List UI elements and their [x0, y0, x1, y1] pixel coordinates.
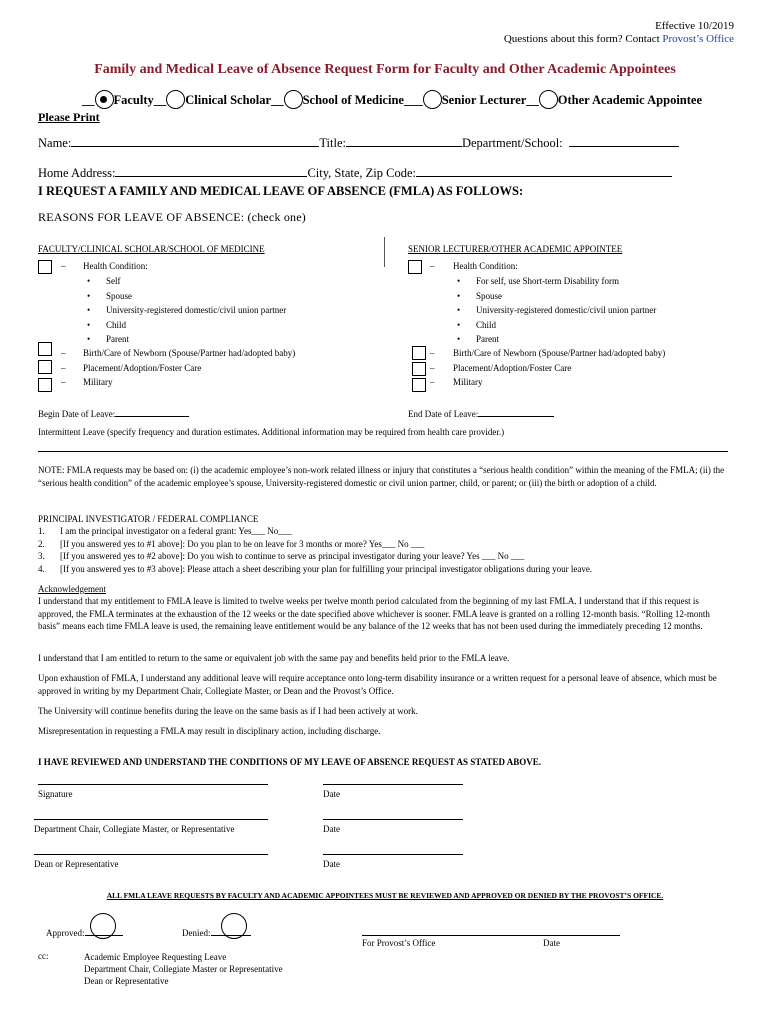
provost-date-label: Date [543, 938, 560, 948]
begin-date-label: Begin Date of Leave: [38, 409, 116, 419]
right-health-item: • Spouse [476, 289, 656, 304]
end-date-row [408, 406, 554, 422]
pi-list [38, 525, 730, 575]
right-health-item: • Child [476, 318, 656, 333]
right-birth-label: Birth/Care of Newborn (Spouse/Partner had/adopted baby) [453, 348, 666, 358]
end-date-label: End Date of Leave: [408, 409, 479, 419]
provost-signature-field[interactable] [362, 935, 620, 936]
faculty-label: Faculty [113, 93, 154, 107]
acknowledgement-p4: The University will continue benefits during the leave on the same basis as if I had been actively at work. [38, 706, 418, 716]
begin-date-row [38, 406, 189, 422]
school-of-medicine-label: School of Medicine [302, 93, 404, 107]
department-field[interactable] [569, 134, 679, 147]
approved-radio[interactable] [90, 913, 116, 939]
cc-list [84, 951, 283, 987]
right-health-list [476, 274, 656, 347]
left-military-checkbox[interactable] [38, 378, 52, 392]
please-print-label: Please Print [38, 110, 100, 124]
signature-date-label: Date [323, 789, 340, 799]
city-state-zip-label: City, State, Zip Code: [307, 166, 416, 180]
option-school-of-medicine: __ School of Medicine [271, 90, 404, 109]
right-placement-label: Placement/Adoption/Foster Care [453, 363, 572, 373]
chair-signature-label: Department Chair, Collegiate Master, or Representative [34, 824, 235, 834]
left-health-condition-label: Health Condition: [83, 261, 148, 271]
right-column-heading: SENIOR LECTURER/OTHER ACADEMIC APPOINTEE [408, 244, 623, 254]
department-label: Department/School: [461, 136, 563, 150]
left-health-list [106, 274, 286, 347]
home-address-field[interactable] [115, 164, 307, 177]
left-placement-label: Placement/Adoption/Foster Care [83, 363, 202, 373]
clinical-scholar-radio[interactable] [166, 90, 185, 109]
left-column-heading: FACULTY/CLINICAL SCHOLAR/SCHOOL OF MEDICINE [38, 244, 265, 254]
left-health-item: • Spouse [106, 289, 286, 304]
acknowledgement-p2: I understand that I am entitled to return to the same or equivalent job with the same pay and benefits held prior to the FMLA leave. [38, 653, 510, 663]
left-dash: – [61, 363, 66, 373]
pi-heading: PRINCIPAL INVESTIGATOR / FEDERAL COMPLIANCE [38, 514, 259, 524]
right-health-item: • For self, use Short-term Disability form [476, 274, 656, 289]
acknowledgement-heading: Acknowledgement [38, 584, 106, 594]
acknowledgement-p1: I understand that my entitlement to FMLA leave is limited to twelve weeks per twelve month period calculated from the beginning of my last FMLA. I understand that if this request is approved, the FMLA terminates at the exhaustion of the 12 weeks or the date specified above whichever is sooner. FMLA leave is granted on a rolling 12-month basis. “Rolling 12-month basis” means each time FMLA leave is used, the remaining leave entitlement would be any balance of the 12 weeks that has not been used during the immediately preceding 12 months. [38, 596, 710, 631]
right-health-condition-checkbox[interactable] [408, 260, 422, 274]
provost-office-link[interactable]: Provost’s Office [662, 33, 734, 45]
right-dash: – [430, 348, 435, 358]
title-label: Title: [319, 136, 346, 150]
right-birth-checkbox[interactable] [412, 346, 426, 360]
dean-date-field[interactable] [323, 854, 463, 855]
clinical-scholar-label: Clinical Scholar [185, 93, 272, 107]
request-heading: I REQUEST A FAMILY AND MEDICAL LEAVE OF ABSENCE (FMLA) AS FOLLOWS: [38, 184, 524, 198]
begin-date-field[interactable] [115, 406, 189, 417]
left-health-item: • Self [106, 274, 286, 289]
contact-text: Questions about this form? Contact [503, 33, 663, 45]
title-field[interactable] [346, 134, 462, 147]
chair-date-label: Date [323, 824, 340, 834]
right-health-condition-label: Health Condition: [453, 261, 518, 271]
left-dash: – [61, 261, 66, 271]
pi-item-text: [If you answered yes to #2 above]: Do you wish to continue to serve as principal investigator during your leave? Yes ___ No ___ [60, 551, 525, 561]
acknowledgement-p5: Misrepresentation in requesting a FMLA may result in disciplinary action, including discharge. [38, 726, 381, 736]
cc-item: Dean or Representative [84, 976, 169, 986]
pi-item-num: 1. [38, 526, 45, 536]
option-clinical-scholar: __ Clinical Scholar [154, 90, 271, 109]
right-dash: – [430, 377, 435, 387]
pi-item-text: [If you answered yes to #1 above]: Do you plan to be on leave for 3 months or more? Yes___ No ___ [60, 538, 425, 549]
denied-radio[interactable] [221, 913, 247, 939]
left-birth-checkbox[interactable] [38, 342, 52, 356]
right-military-checkbox[interactable] [412, 378, 426, 392]
left-dash: – [61, 348, 66, 358]
left-dash: – [61, 377, 66, 387]
left-placement-checkbox[interactable] [38, 360, 52, 374]
fmla-note: NOTE: FMLA requests may be based on: (i) the academic employee’s non-work related illness or injury that constitutes a “serious health condition” within the meaning of the FMLA; (ii) the “serious health condition” of the academic employee’s spouse, University-registered domestic or civil union partner, child, or parent; or (iii) the birth or adoption of a child. [38, 465, 725, 488]
left-health-condition-checkbox[interactable] [38, 260, 52, 274]
city-state-zip-field[interactable] [416, 164, 672, 177]
option-senior-lecturer: ___ Senior Lecturer [404, 90, 526, 109]
name-label: Name: [38, 136, 72, 150]
right-health-item: • Parent [476, 332, 656, 347]
option-other-academic-appointee: __ Other Academic Appointee [526, 90, 702, 109]
cc-item: Academic Employee Requesting Leave [84, 952, 227, 962]
left-health-item: • Parent [106, 332, 286, 347]
left-military-label: Military [83, 377, 113, 387]
faculty-radio[interactable] [95, 90, 114, 109]
right-dash: – [430, 363, 435, 373]
address-row [38, 164, 672, 181]
denied-label: Denied: [182, 928, 211, 938]
right-military-label: Military [453, 377, 483, 387]
acknowledgement-p3: Upon exhaustion of FMLA, I understand any additional leave will require acceptance onto long-term disability insurance or a written request for a personal leave of absence, which must be approved in writing by my Department Chair, Collegiate Master, or Dean and the Provost’s Office. [38, 673, 717, 696]
home-address-label: Home Address: [38, 166, 116, 180]
other-academic-appointee-label: Other Academic Appointee [557, 93, 702, 107]
name-row [38, 134, 679, 151]
dean-signature-field[interactable] [34, 854, 268, 855]
left-health-item: • University-registered domestic/civil union partner [106, 303, 286, 318]
signature-field[interactable] [38, 784, 268, 785]
cc-item: Department Chair, Collegiate Master or Representative [84, 964, 283, 974]
reasons-heading: REASONS FOR LEAVE OF ABSENCE: (check one) [38, 210, 306, 224]
signature-label: Signature [38, 789, 73, 799]
senior-lecturer-radio[interactable] [423, 90, 442, 109]
pi-item [38, 538, 730, 551]
form-title: Family and Medical Leave of Absence Request Form for Faculty and Other Academic Appointees [94, 62, 676, 77]
left-birth-label: Birth/Care of Newborn (Spouse/Partner had/adopted baby) [83, 348, 296, 358]
effective-date: Effective 10/2019 [655, 20, 734, 32]
other-academic-appointee-radio[interactable] [539, 90, 558, 109]
name-field[interactable] [71, 134, 319, 147]
chair-date-field[interactable] [323, 819, 463, 820]
provost-notice: ALL FMLA LEAVE REQUESTS BY FACULTY AND ACADEMIC APPOINTEES MUST BE REVIEWED AND APPROVED OR DENIED BY THE PROVOST’S OFFICE. [106, 891, 664, 900]
chair-signature-field[interactable] [34, 819, 268, 820]
appointee-type-selector [82, 90, 702, 109]
intermittent-leave-label: Intermittent Leave (specify frequency and duration estimates. Additional information may be required from health care provider.) [38, 427, 505, 437]
approved-label: Approved: [46, 928, 85, 938]
contact-line [504, 33, 734, 46]
pi-item [38, 525, 730, 538]
pi-item-num: 3. [38, 551, 45, 561]
school-of-medicine-radio[interactable] [284, 90, 303, 109]
pi-item [38, 550, 730, 563]
reviewed-statement: I HAVE REVIEWED AND UNDERSTAND THE CONDITIONS OF MY LEAVE OF ABSENCE REQUEST AS STATED ABOVE. [38, 757, 541, 767]
left-health-item: • Child [106, 318, 286, 333]
pi-item-num: 4. [38, 563, 45, 574]
option-faculty: __ Faculty [82, 90, 154, 109]
right-dash: – [430, 261, 435, 271]
pi-item [38, 563, 730, 576]
right-health-item: • University-registered domestic/civil union partner [476, 303, 656, 318]
dean-date-label: Date [323, 859, 340, 869]
pi-item-text: I am the principal investigator on a federal grant: Yes___ No___ [60, 526, 292, 536]
right-placement-checkbox[interactable] [412, 362, 426, 376]
end-date-field[interactable] [478, 406, 554, 417]
dean-signature-label: Dean or Representative [34, 859, 119, 869]
intermittent-leave-field[interactable] [38, 451, 728, 452]
cc-label: cc: [38, 951, 49, 961]
pi-item-num: 2. [38, 538, 45, 549]
senior-lecturer-label: Senior Lecturer [441, 93, 527, 107]
signature-date-field[interactable] [323, 784, 463, 785]
column-divider [384, 237, 385, 267]
for-provost-label: For Provost’s Office [362, 938, 436, 948]
pi-item-text: [If you answered yes to #3 above]: Please attach a sheet describing your plan for fulfilling your principal investigator obligations during your leave. [60, 563, 593, 574]
